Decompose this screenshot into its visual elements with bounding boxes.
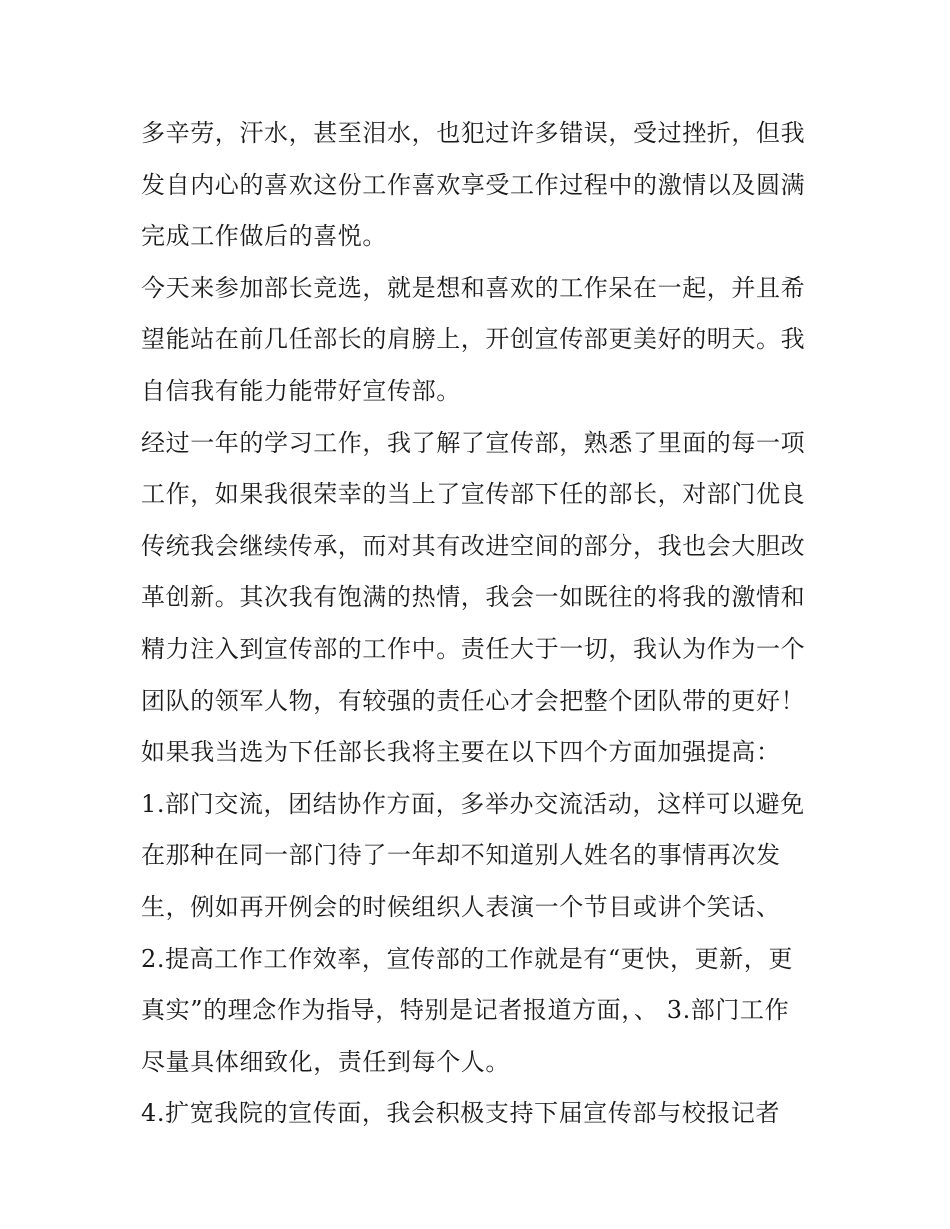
text-line: 真实”的理念作为指导，特别是记者报道方面，、 3.部门工作 xyxy=(141,996,790,1025)
text-line: 多辛劳，汗水，甚至泪水，也犯过许多错误，受过挫折，但我 xyxy=(141,119,806,147)
text-line: 经过一年的学习工作，我了解了宣传部，熟悉了里面的每一项 xyxy=(141,428,806,457)
text-line: 今天来参加部长竞选，就是想和喜欢的工作呆在一起，并且希 xyxy=(141,273,806,302)
text-line: 自信我有能力能带好宣传部。 xyxy=(141,376,461,405)
text-line: 发自内心的喜欢这份工作喜欢享受工作过程中的激情以及圆满 xyxy=(141,170,806,199)
text-line: 完成工作做后的喜悦。 xyxy=(141,222,387,251)
text-line: 工作，如果我很荣幸的当上了宣传部下任的部长，对部门优良 xyxy=(141,480,806,509)
text-line: 4.扩宽我院的宣传面，我会积极支持下届宣传部与校报记者 xyxy=(141,1099,781,1128)
text-line: 1.部门交流，团结协作方面，多举办交流活动，这样可以避免 xyxy=(141,789,805,818)
text-line: 革创新。其次我有饱满的热情，我会一如既往的将我的激情和 xyxy=(141,583,806,612)
text-line: 如果我当选为下任部长我将主要在以下四个方面加强提高： xyxy=(141,738,781,767)
text-line: 精力注入到宣传部的工作中。责任大于一切，我认为作为一个 xyxy=(141,634,806,663)
text-line: 传统我会继续传承，而对其有改进空间的部分，我也会大胆改 xyxy=(141,531,806,560)
text-line: 望能站在前几任部长的肩膀上，开创宣传部更美好的明天。我 xyxy=(141,325,806,354)
text-line: 在那种在同一部门待了一年却不知道别人姓名的事情再次发 xyxy=(141,841,781,870)
text-line: 2.提高工作工作效率，宣传部的工作就是有“更快，更新，更 xyxy=(141,944,793,973)
text-line: 尽量具体细致化，责任到每个人。 xyxy=(141,1047,510,1076)
text-line: 团队的领军人物，有较强的责任心才会把整个团队带的更好！ xyxy=(141,686,806,715)
text-line: 生，例如再开例会的时候组织人表演一个节目或讲个笑话、 xyxy=(141,892,781,921)
body-text xyxy=(141,108,821,1140)
